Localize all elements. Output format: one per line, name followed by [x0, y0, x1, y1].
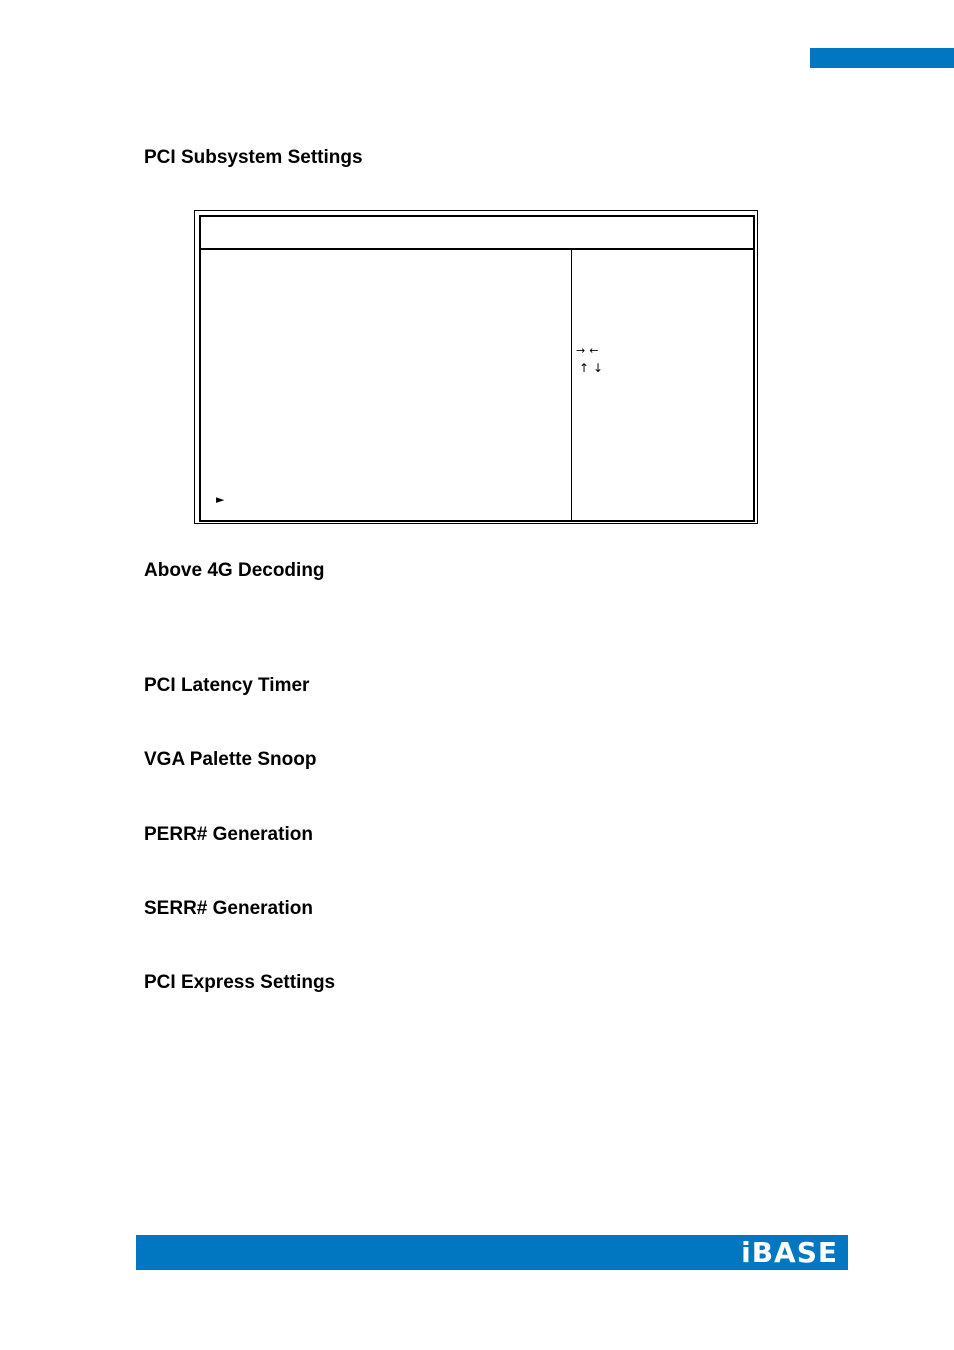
bios-help-divider — [571, 250, 572, 520]
ibase-logo: iBASE — [741, 1236, 838, 1269]
submenu-pointer-icon: ► — [216, 493, 225, 506]
left-right-arrows-icon: →← — [576, 344, 603, 357]
heading-pci-latency-timer: PCI Latency Timer — [144, 675, 310, 696]
page-corner-tab — [810, 48, 954, 68]
heading-vga-palette-snoop: VGA Palette Snoop — [144, 749, 317, 770]
heading-pci-subsystem-settings: PCI Subsystem Settings — [144, 147, 363, 168]
bios-screen — [199, 215, 755, 522]
bios-title-separator — [199, 248, 755, 250]
heading-above-4g-decoding: Above 4G Decoding — [144, 560, 325, 581]
heading-perr-generation: PERR# Generation — [144, 824, 313, 845]
heading-serr-generation: SERR# Generation — [144, 898, 313, 919]
up-down-arrows-icon: ↑↓ — [579, 361, 608, 375]
heading-pci-express-settings: PCI Express Settings — [144, 972, 336, 993]
footer-bar — [136, 1235, 848, 1270]
